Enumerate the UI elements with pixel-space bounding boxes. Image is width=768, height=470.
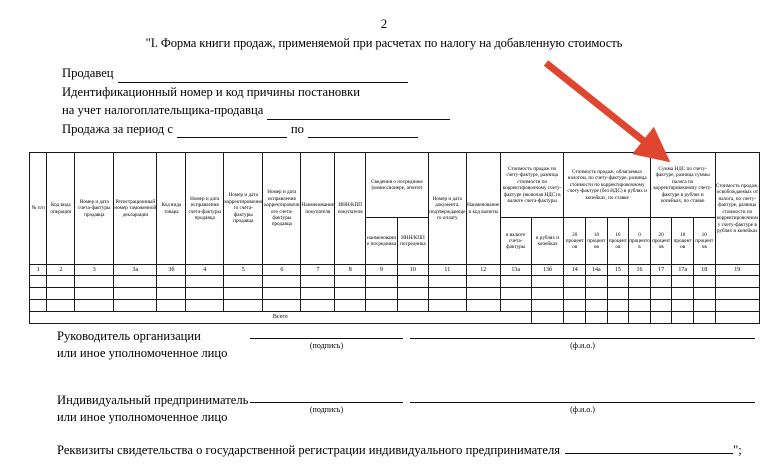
th-rate-18-taxed: 18 процентов [586,218,608,265]
colnum: 12 [466,265,500,276]
cell[interactable] [186,300,224,312]
entrepreneur-line-1: Индивидуальный предприниматель [57,393,249,407]
th-currency: Наименование и код валюты [466,153,500,265]
cell[interactable] [397,288,428,300]
intro-block [62,64,454,138]
cell[interactable] [157,276,186,288]
table-column-number-row [30,265,760,276]
cell[interactable] [114,300,157,312]
th-invoice-number-date: Номер и дата счета-фактуры продавца [75,153,114,265]
closing-quote: "; [733,443,742,457]
table-row[interactable] [30,288,760,300]
colnum: 10 [397,265,428,276]
cell[interactable] [263,300,301,312]
cell[interactable] [607,288,629,300]
th-rate-20-vat: 20 процентов [650,218,672,265]
cell[interactable] [397,300,428,312]
cell[interactable] [224,288,263,300]
cell[interactable] [428,276,466,288]
cell[interactable] [30,300,47,312]
director-signature-rule[interactable] [250,338,403,339]
cell[interactable] [47,288,75,300]
table-header-row-main [30,153,760,218]
cell[interactable] [224,300,263,312]
cell[interactable] [564,300,586,312]
page-number: 2 [380,16,388,31]
th-buyer-inn-kpp: ИНН/КПП покупателя [335,153,366,265]
registration-details-label: Реквизиты свидетельства о государственной регистрации индивидуального предпринимателя [57,443,561,457]
total-cell[interactable] [693,312,715,324]
sales-book-table [29,152,760,324]
cell[interactable] [629,288,651,300]
total-cell[interactable] [629,312,651,324]
cell[interactable] [47,300,75,312]
cell[interactable] [531,276,564,288]
colnum: 6 [263,265,301,276]
cell[interactable] [301,300,335,312]
seller-input-rule[interactable] [118,69,408,83]
registration-details-line [57,440,742,458]
colnum: 11 [428,265,466,276]
colnum: 5 [224,265,263,276]
th-operation-code: Код вида операции [47,153,75,265]
th-group-vat-sum: Сумма НДС по счету-фактуре, разница суммы налога по корректировочному счету-фактуре в рублях и копейках, по ставке [650,153,715,218]
cell[interactable] [564,276,586,288]
colnum: 9 [366,265,398,276]
colnum: 17 [650,265,672,276]
cell[interactable] [114,276,157,288]
th-adjustment-invoice: Номер и дата корректировочного счета-фактуры продавца [224,153,263,265]
cell[interactable] [466,300,500,312]
caption-fio: (ф.и.о.) [570,405,595,414]
total-cell[interactable] [672,312,694,324]
colnum: 3а [114,265,157,276]
colnum: 1 [30,265,47,276]
inn-line-1 [62,83,454,102]
th-intermediary-name: наименование посредника [366,218,398,265]
colnum: 2 [47,265,75,276]
entrepreneur-line-2: или иное уполномоченное лицо [57,410,228,424]
colnum: 14 [564,265,586,276]
cell[interactable] [263,276,301,288]
cell[interactable] [650,300,672,312]
cell[interactable] [75,288,114,300]
table-total-row [30,312,760,324]
colnum: 15 [607,265,629,276]
cell[interactable] [586,276,608,288]
document-title: "I. Форма книги продаж, применяемой при расчетах по налогу на добавленную стоимость [145,36,623,50]
colnum: 13б [531,265,564,276]
cell[interactable] [693,300,715,312]
th-rate-18-vat: 18 процентов [672,218,694,265]
period-line [62,120,454,139]
director-line-2: или иное уполномоченное лицо [57,346,228,360]
total-cell[interactable] [715,312,759,324]
colnum: 17а [672,265,694,276]
cell[interactable] [500,276,531,288]
th-in-invoice-currency: в валюте счета-фактуры [500,218,531,265]
director-name-rule[interactable] [410,338,755,339]
total-cell[interactable] [586,312,608,324]
cell[interactable] [500,300,531,312]
cell[interactable] [157,288,186,300]
th-customs-declaration: Регистрационный номер таможенной декларации [114,153,157,265]
cell[interactable] [186,276,224,288]
th-group-cost-invoice: Стоимость продаж по счету-фактуре, разница стоимости по корректировочному счету-фактуре (включая НДС) в валюте счета-фактуры [500,153,564,218]
cell[interactable] [500,288,531,300]
total-cell[interactable] [607,312,629,324]
th-payment-document: Номер и дата документа, подтверждающего оплату [428,153,466,265]
cell[interactable] [564,288,586,300]
cell[interactable] [629,300,651,312]
cell[interactable] [186,288,224,300]
colnum: 14а [586,265,608,276]
registration-details-rule[interactable] [565,440,733,454]
th-group-intermediary: Сведения о посреднике (комиссионере, агенте) [366,153,429,218]
cell[interactable] [672,288,694,300]
cell[interactable] [157,300,186,312]
period-to-label: по [290,121,304,136]
entrepreneur-signature-rule[interactable] [250,402,403,403]
th-rate-10-vat: 10 процентов [693,218,715,265]
cell[interactable] [715,276,759,288]
th-adjustment-correction: Номер и дата исправления корректировочного счета-фактуры продавца [263,153,301,265]
total-cell[interactable] [650,312,672,324]
inn-label-part2: на учет налогоплательщика-продавца [62,103,264,117]
signature-block-director [57,328,227,362]
th-rate-20-taxed: 20 процентов [564,218,586,265]
caption-signature: (подпись) [309,341,344,350]
inn-line-2 [62,101,454,120]
cell[interactable] [30,276,47,288]
cell[interactable] [114,288,157,300]
cell[interactable] [531,300,564,312]
cell[interactable] [693,276,715,288]
cell[interactable] [531,288,564,300]
cell[interactable] [366,288,398,300]
sales-book-table-wrapper [29,152,760,324]
inn-label-part1: Идентификационный номер и код причины постановки [62,84,360,99]
cell[interactable] [428,300,466,312]
cell[interactable] [650,276,672,288]
cell[interactable] [715,300,759,312]
cell[interactable] [607,300,629,312]
period-from-rule[interactable] [177,124,287,138]
period-to-rule[interactable] [308,124,418,138]
th-group-cost-taxed: Стоимость продаж, облагаемых налогом, по счету-фактуре, разница стоимости по корректировочному счету-фактуре (без НДС) в рублях и копейках, по ставке [564,153,650,218]
cell[interactable] [672,276,694,288]
director-line-1: Руководитель организации [57,329,201,343]
th-goods-code: Код вида товара [157,153,186,265]
table-row[interactable] [30,276,760,288]
colnum: 7 [301,265,335,276]
cell[interactable] [301,288,335,300]
cell[interactable] [335,276,366,288]
cell[interactable] [466,276,500,288]
caption-signature: (подпись) [309,405,344,414]
colnum: 4 [186,265,224,276]
th-tax-exempt-sales: Стоимость продаж, освобождаемых от налога, по счету-фактуре, разница стоимости по корректировочному счету-фактуре в рублях и копейках [715,153,759,265]
cell[interactable] [263,288,301,300]
caption-fio: (ф.и.о.) [570,341,595,350]
colnum: 13а [500,265,531,276]
cell[interactable] [693,288,715,300]
cell[interactable] [607,276,629,288]
th-invoice-correction: Номер и дата исправления счета-фактуры продавца [186,153,224,265]
cell[interactable] [301,276,335,288]
cell[interactable] [428,288,466,300]
seller-label: Продавец [62,66,114,80]
cell[interactable] [366,276,398,288]
th-rate-10-taxed: 10 процентов [607,218,629,265]
inn-input-rule[interactable] [267,106,450,120]
cell[interactable] [586,300,608,312]
cell[interactable] [366,300,398,312]
total-cell[interactable] [531,312,564,324]
cell[interactable] [75,276,114,288]
th-buyer-name: Наименование покупателя [301,153,335,265]
colnum: 8 [335,265,366,276]
th-intermediary-inn-kpp: ИНН/КПП посредника [397,218,428,265]
cell[interactable] [224,276,263,288]
cell[interactable] [30,288,47,300]
cell[interactable] [75,300,114,312]
cell[interactable] [335,288,366,300]
th-in-rubles-kopecks: в рублях и копейках [531,218,564,265]
total-label: Всего [30,312,532,324]
colnum: 3 [75,265,114,276]
colnum: 19 [715,265,759,276]
total-cell[interactable] [564,312,586,324]
period-label: Продажа за период с [62,121,173,136]
colnum: 16 [629,265,651,276]
cell[interactable] [629,276,651,288]
cell[interactable] [672,300,694,312]
th-num: № п/п [30,153,47,265]
cell[interactable] [586,288,608,300]
cell[interactable] [715,288,759,300]
cell[interactable] [466,288,500,300]
seller-line [62,64,454,83]
cell[interactable] [335,300,366,312]
table-row[interactable] [30,300,760,312]
entrepreneur-name-rule[interactable] [410,402,755,403]
cell[interactable] [650,288,672,300]
cell[interactable] [47,276,75,288]
colnum: 18 [693,265,715,276]
signature-block-entrepreneur [57,392,248,426]
th-rate-0-taxed: 0 процентов [629,218,651,265]
colnum: 3б [157,265,186,276]
cell[interactable] [397,276,428,288]
